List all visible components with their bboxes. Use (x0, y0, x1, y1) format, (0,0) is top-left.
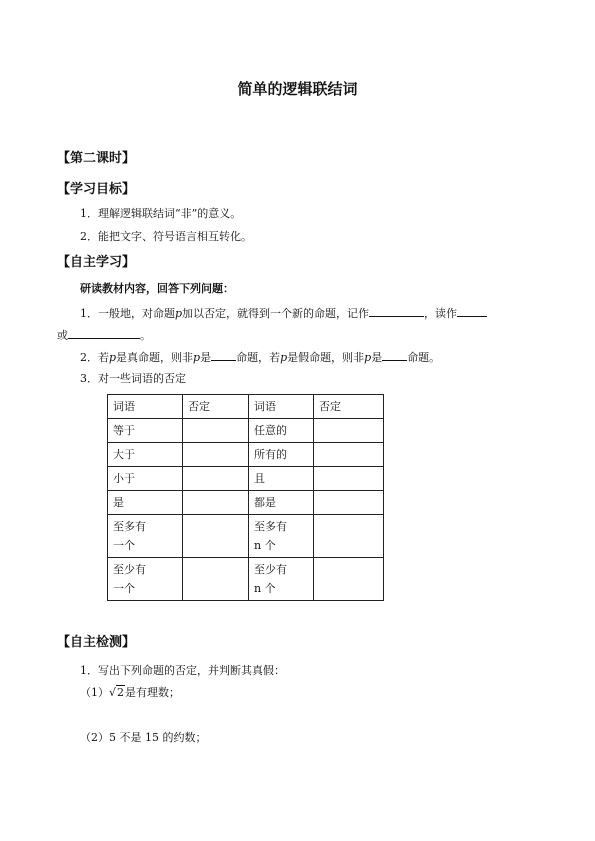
section-heading-goals: 【学习目标】 (57, 182, 136, 197)
table-row (108, 467, 384, 491)
section-heading-lesson: 【第二课时】 (57, 151, 136, 166)
table-cell: 都是 (249, 491, 314, 515)
table-cell: 至少有 n 个 (249, 558, 314, 601)
table-cell: 所有的 (249, 443, 314, 467)
table-cell: 且 (249, 467, 314, 491)
answer-blank (369, 305, 424, 317)
table-cell (183, 491, 249, 515)
table-cell (314, 467, 384, 491)
table-cell: 等于 (108, 419, 183, 443)
goal-item-1: 1．理解逻辑联结词“非”的意义。 (80, 207, 242, 220)
table-cell (183, 419, 249, 443)
table-header-row (108, 395, 384, 419)
table-header-cell: 词语 (108, 395, 183, 419)
answer-blank (457, 305, 487, 317)
table-header-cell: 否定 (314, 395, 384, 419)
table-row (108, 515, 384, 558)
test-subquestion-1: （1）√2是有理数； (80, 686, 181, 699)
study-question-1: 1．一般地，对命题p加以否定，就得到一个新的命题，记作 ，读作 (80, 305, 487, 321)
study-question-1-cont: 或 。 (57, 329, 151, 342)
test-subquestion-2: （2）5 不是 15 的约数； (80, 731, 207, 744)
table-cell: 至多有 n 个 (249, 515, 314, 558)
table-row (108, 491, 384, 515)
table-cell (183, 558, 249, 601)
table-row (108, 419, 384, 443)
table-row (108, 443, 384, 467)
section-heading-self-study: 【自主学习】 (57, 255, 136, 270)
table-cell (314, 419, 384, 443)
table-cell: 是 (108, 491, 183, 515)
table-cell: 至多有 一个 (108, 515, 183, 558)
table-cell (314, 515, 384, 558)
table-row (108, 558, 384, 601)
table-cell (314, 491, 384, 515)
answer-blank (211, 349, 236, 361)
goal-item-2: 2．能把文字、符号语言相互转化。 (80, 230, 252, 243)
study-instruction: 研读教材内容，回答下列问题： (80, 282, 234, 295)
table-cell: 任意的 (249, 419, 314, 443)
table-cell (314, 443, 384, 467)
negation-table (107, 394, 384, 601)
table-cell (183, 467, 249, 491)
table-header-cell: 词语 (249, 395, 314, 419)
table-cell (314, 558, 384, 601)
sqrt-symbol: √2 (109, 686, 125, 699)
table-cell (183, 443, 249, 467)
study-question-3: 3．对一些词语的否定 (80, 372, 186, 385)
test-question-1: 1．写出下列命题的否定，并判断其真假： (80, 664, 285, 677)
table-cell (183, 515, 249, 558)
table-cell: 小于 (108, 467, 183, 491)
table-cell: 大于 (108, 443, 183, 467)
section-heading-self-test: 【自主检测】 (57, 635, 136, 650)
answer-blank (68, 327, 140, 339)
table-cell: 至少有 一个 (108, 558, 183, 601)
table-header-cell: 否定 (183, 395, 249, 419)
answer-blank (382, 349, 407, 361)
study-question-2: 2．若p是真命题，则非p是 命题，若p是假命题，则非p是 命题。 (80, 351, 441, 364)
page-title: 简单的逻辑联结词 (237, 80, 358, 98)
